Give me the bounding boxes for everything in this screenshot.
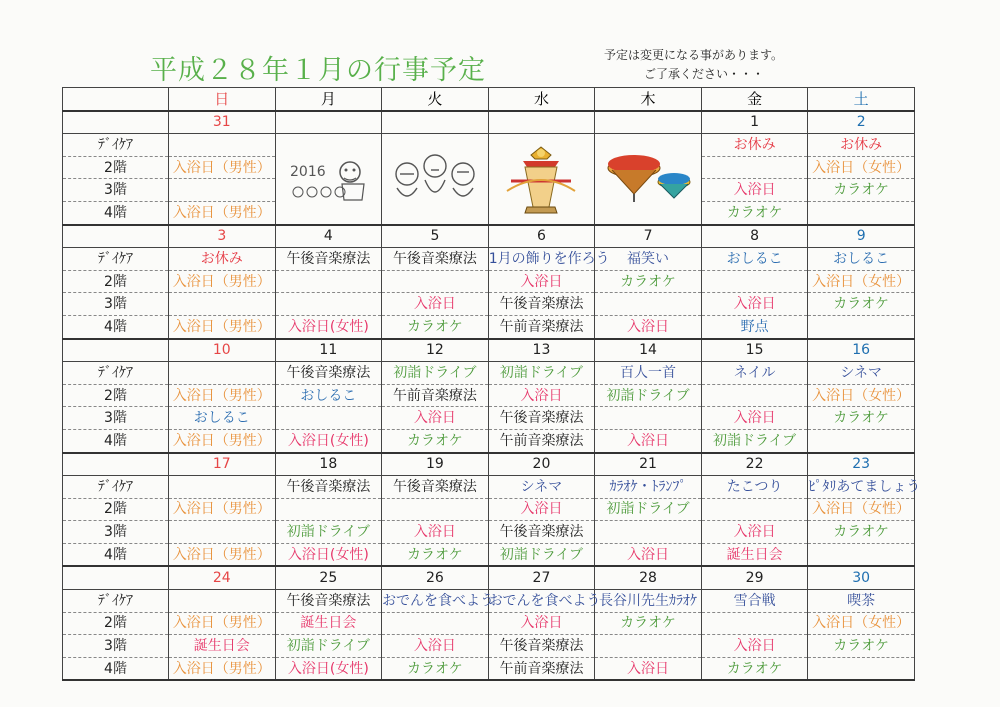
activity-cell: 入浴日 (488, 498, 595, 521)
row-label: 4階 (63, 315, 169, 338)
weekday-sun: 日 (169, 88, 276, 111)
date-row-label (63, 111, 169, 134)
weekday-wed: 水 (488, 88, 595, 111)
date-cell-mon: 4 (275, 225, 382, 248)
activity-cell: お休み (701, 134, 808, 157)
weekday-header-row (63, 88, 915, 111)
activity-cell: カラオケ (595, 270, 702, 293)
date-cell-sun: 24 (169, 566, 276, 589)
activity-cell: 入浴日 (382, 521, 489, 544)
activity-cell: 午前音楽療法 (382, 384, 489, 407)
date-cell-sat: 9 (808, 225, 915, 248)
activity-row (63, 657, 915, 680)
activity-cell: シネマ (808, 362, 915, 385)
date-cell-sun: 10 (169, 339, 276, 362)
activity-cell (701, 612, 808, 635)
activity-cell: 午前音楽療法 (488, 429, 595, 452)
three-monkeys-icon (387, 144, 483, 214)
activity-cell: 午後音楽療法 (275, 362, 382, 385)
activity-cell: ﾋﾟﾀﾘあてましょう (808, 476, 915, 499)
notice-line-1: 予定は変更になる事があります。 (604, 48, 784, 62)
date-cell-mon: 18 (275, 453, 382, 476)
date-row-label (63, 225, 169, 248)
activity-cell (595, 635, 702, 658)
date-cell-sat: 23 (808, 453, 915, 476)
activity-cell (275, 270, 382, 293)
date-cell-sun: 17 (169, 453, 276, 476)
activity-cell: 初詣ドライブ (701, 429, 808, 452)
activity-cell: おしるこ (169, 407, 276, 430)
activity-cell: 入浴日（女性） (808, 384, 915, 407)
date-cell-tue: 26 (382, 566, 489, 589)
activity-cell (382, 270, 489, 293)
activity-cell: 入浴日（男性） (169, 543, 276, 566)
activity-cell (701, 498, 808, 521)
row-label: 3階 (63, 635, 169, 658)
row-label: 4階 (63, 543, 169, 566)
activity-cell: 入浴日（男性） (169, 498, 276, 521)
activity-cell (595, 521, 702, 544)
date-cell-wed: 20 (488, 453, 595, 476)
activity-cell: 初詣ドライブ (595, 498, 702, 521)
activity-cell: カラオケ (382, 429, 489, 452)
activity-cell: 入浴日 (701, 521, 808, 544)
activity-cell: 入浴日(女性) (275, 315, 382, 338)
activity-cell: おしるこ (275, 384, 382, 407)
activity-row (63, 590, 915, 613)
date-cell-tue: 12 (382, 339, 489, 362)
row-label: 2階 (63, 612, 169, 635)
activity-cell: 誕生日会 (275, 612, 382, 635)
date-cell-thu: 7 (595, 225, 702, 248)
activity-cell: 午後音楽療法 (275, 476, 382, 499)
activity-cell: 入浴日（男性） (169, 315, 276, 338)
activity-cell: 入浴日 (595, 657, 702, 680)
activity-cell: 初詣ドライブ (275, 635, 382, 658)
date-row (63, 111, 915, 134)
activity-cell: 入浴日 (488, 612, 595, 635)
activity-row (63, 543, 915, 566)
activity-cell: 1月の飾りを作ろう (488, 248, 595, 271)
activity-row (63, 248, 915, 271)
activity-cell: カラオケ (808, 179, 915, 202)
weekday-tue: 火 (382, 88, 489, 111)
activity-cell: 午後音楽療法 (275, 590, 382, 613)
date-cell-sat: 30 (808, 566, 915, 589)
schedule-table (62, 87, 921, 681)
activity-cell: 入浴日（男性） (169, 429, 276, 452)
corner-cell (63, 88, 169, 111)
activity-cell (701, 384, 808, 407)
activity-cell: ネイル (701, 362, 808, 385)
activity-cell (808, 657, 915, 680)
activity-cell: カラオケ (382, 315, 489, 338)
date-row-label (63, 339, 169, 362)
activity-cell (169, 134, 276, 157)
activity-cell: カラオケ (808, 521, 915, 544)
activity-cell: お休み (169, 248, 276, 271)
row-label: ﾃﾞｲｹｱ (63, 362, 169, 385)
illustration-cell (488, 134, 595, 225)
activity-cell: 入浴日 (595, 315, 702, 338)
date-cell-mon (275, 111, 382, 134)
activity-cell (382, 612, 489, 635)
activity-cell: 福笑い (595, 248, 702, 271)
weekday-mon: 月 (275, 88, 382, 111)
activity-row (63, 293, 915, 316)
monkey-2016-icon (280, 144, 376, 214)
activity-cell (382, 498, 489, 521)
date-cell-thu: 14 (595, 339, 702, 362)
row-label: 2階 (63, 498, 169, 521)
page-title: 平成２８年１月の行事予定 (150, 55, 486, 86)
activity-cell: カラオケ (808, 407, 915, 430)
activity-row (63, 270, 915, 293)
activity-cell: 入浴日 (382, 293, 489, 316)
activity-cell: 午後音楽療法 (382, 476, 489, 499)
activity-cell: 入浴日（男性） (169, 156, 276, 179)
date-cell-fri: 8 (701, 225, 808, 248)
date-cell-thu (595, 111, 702, 134)
activity-cell (595, 293, 702, 316)
row-label: 2階 (63, 384, 169, 407)
activity-row (63, 498, 915, 521)
activity-cell: カラオケ (382, 657, 489, 680)
date-row (63, 453, 915, 476)
row-label: 2階 (63, 156, 169, 179)
activity-cell: 入浴日(女性) (275, 543, 382, 566)
date-cell-fri: 29 (701, 566, 808, 589)
activity-cell: カラオケ (808, 293, 915, 316)
activity-row (63, 429, 915, 452)
activity-cell: 入浴日（男性） (169, 201, 276, 224)
activity-cell: 初詣ドライブ (275, 521, 382, 544)
activity-cell: 入浴日 (701, 293, 808, 316)
activity-cell: 午前音楽療法 (488, 657, 595, 680)
row-label: ﾃﾞｲｹｱ (63, 134, 169, 157)
row-label: ﾃﾞｲｹｱ (63, 248, 169, 271)
activity-cell: 入浴日 (701, 407, 808, 430)
activity-cell: 野点 (701, 315, 808, 338)
row-label: ﾃﾞｲｹｱ (63, 476, 169, 499)
activity-cell: 入浴日（女性） (808, 612, 915, 635)
activity-cell: 長谷川先生ｶﾗｵｹ (595, 590, 702, 613)
activity-cell: 入浴日 (488, 384, 595, 407)
activity-cell: 入浴日（女性） (808, 498, 915, 521)
date-cell-tue: 19 (382, 453, 489, 476)
activity-cell: 午後音楽療法 (488, 293, 595, 316)
activity-cell (701, 270, 808, 293)
activity-cell: 百人一首 (595, 362, 702, 385)
row-label: 3階 (63, 407, 169, 430)
activity-cell: 入浴日（女性） (808, 270, 915, 293)
date-cell-tue: 5 (382, 225, 489, 248)
date-row (63, 225, 915, 248)
activity-cell: 雪合戦 (701, 590, 808, 613)
date-row-label (63, 453, 169, 476)
date-cell-wed: 27 (488, 566, 595, 589)
activity-cell: 入浴日(女性) (275, 657, 382, 680)
kadomatsu-icon (493, 141, 589, 217)
activity-cell: おでんを食べよう (382, 590, 489, 613)
activity-cell: 誕生日会 (169, 635, 276, 658)
activity-cell: カラオケ (808, 635, 915, 658)
activity-cell: 入浴日 (701, 179, 808, 202)
activity-cell (808, 543, 915, 566)
activity-cell: 入浴日 (488, 270, 595, 293)
row-label: 3階 (63, 293, 169, 316)
date-cell-sat: 2 (808, 111, 915, 134)
date-cell-sun: 3 (169, 225, 276, 248)
activity-cell: 入浴日（男性） (169, 270, 276, 293)
illustration-cell (275, 134, 382, 225)
date-cell-mon: 25 (275, 566, 382, 589)
row-label: 4階 (63, 429, 169, 452)
activity-cell: 入浴日（男性） (169, 612, 276, 635)
activity-cell: 初詣ドライブ (488, 543, 595, 566)
activity-cell: 入浴日 (382, 407, 489, 430)
date-cell-wed (488, 111, 595, 134)
activity-cell: 初詣ドライブ (382, 362, 489, 385)
row-label: 3階 (63, 179, 169, 202)
weekday-fri: 金 (701, 88, 808, 111)
date-cell-sat: 16 (808, 339, 915, 362)
activity-cell (169, 179, 276, 202)
activity-cell: シネマ (488, 476, 595, 499)
weekday-thu: 木 (595, 88, 702, 111)
change-notice (604, 46, 783, 84)
activity-cell: 喫茶 (808, 590, 915, 613)
weekday-sat: 土 (808, 88, 915, 111)
activity-cell: 入浴日 (595, 543, 702, 566)
date-cell-fri: 15 (701, 339, 808, 362)
activity-row (63, 134, 915, 157)
activity-row (63, 315, 915, 338)
activity-cell: 午後音楽療法 (488, 407, 595, 430)
row-label: ﾃﾞｲｹｱ (63, 590, 169, 613)
activity-row (63, 384, 915, 407)
illustration-year-label: 2016 (290, 163, 326, 180)
activity-cell: 午前音楽療法 (488, 315, 595, 338)
date-cell-wed: 6 (488, 225, 595, 248)
activity-cell (275, 498, 382, 521)
activity-cell (169, 476, 276, 499)
activity-cell: 入浴日 (595, 429, 702, 452)
date-cell-fri: 22 (701, 453, 808, 476)
row-label: 4階 (63, 201, 169, 224)
activity-cell: カラオケ (701, 657, 808, 680)
activity-cell: 午後音楽療法 (488, 521, 595, 544)
illustration-cell (382, 134, 489, 225)
spinning-tops-icon (600, 144, 696, 214)
date-row (63, 339, 915, 362)
activity-cell: 初詣ドライブ (595, 384, 702, 407)
activity-row (63, 635, 915, 658)
date-cell-sun: 31 (169, 111, 276, 134)
activity-row (63, 612, 915, 635)
activity-cell: お休み (808, 134, 915, 157)
activity-cell: 午後音楽療法 (275, 248, 382, 271)
activity-cell: 入浴日（女性） (808, 156, 915, 179)
date-cell-mon: 11 (275, 339, 382, 362)
activity-row (63, 407, 915, 430)
activity-cell: カラオケ (701, 201, 808, 224)
activity-cell: 入浴日（男性） (169, 384, 276, 407)
activity-cell (169, 293, 276, 316)
activity-cell (169, 590, 276, 613)
illustration-cell (595, 134, 702, 225)
date-cell-fri: 1 (701, 111, 808, 134)
activity-cell (169, 521, 276, 544)
activity-cell: おしるこ (701, 248, 808, 271)
activity-cell: 入浴日(女性) (275, 429, 382, 452)
date-cell-wed: 13 (488, 339, 595, 362)
activity-cell (275, 293, 382, 316)
activity-cell: おしるこ (808, 248, 915, 271)
row-label: 3階 (63, 521, 169, 544)
row-label: 2階 (63, 270, 169, 293)
activity-cell (275, 407, 382, 430)
activity-cell (808, 429, 915, 452)
activity-cell (808, 315, 915, 338)
date-row-label (63, 566, 169, 589)
activity-row (63, 476, 915, 499)
date-cell-thu: 21 (595, 453, 702, 476)
activity-cell: 午後音楽療法 (488, 635, 595, 658)
activity-cell: おでんを食べよう (488, 590, 595, 613)
activity-row (63, 362, 915, 385)
activity-cell: ｶﾗｵｹ・ﾄﾗﾝﾌﾟ (595, 476, 702, 499)
activity-cell (701, 156, 808, 179)
activity-cell: カラオケ (382, 543, 489, 566)
date-cell-thu: 28 (595, 566, 702, 589)
activity-cell: 誕生日会 (701, 543, 808, 566)
activity-cell: たこつり (701, 476, 808, 499)
activity-cell (808, 201, 915, 224)
activity-row (63, 521, 915, 544)
activity-cell (595, 407, 702, 430)
activity-cell: カラオケ (595, 612, 702, 635)
activity-cell: 入浴日（男性） (169, 657, 276, 680)
date-cell-tue (382, 111, 489, 134)
activity-cell: 午後音楽療法 (382, 248, 489, 271)
activity-cell: 入浴日 (382, 635, 489, 658)
activity-cell (169, 362, 276, 385)
activity-cell: 入浴日 (701, 635, 808, 658)
row-label: 4階 (63, 657, 169, 680)
date-row (63, 566, 915, 589)
notice-line-2: ご了承ください・・・ (644, 67, 765, 81)
activity-cell: 初詣ドライブ (488, 362, 595, 385)
